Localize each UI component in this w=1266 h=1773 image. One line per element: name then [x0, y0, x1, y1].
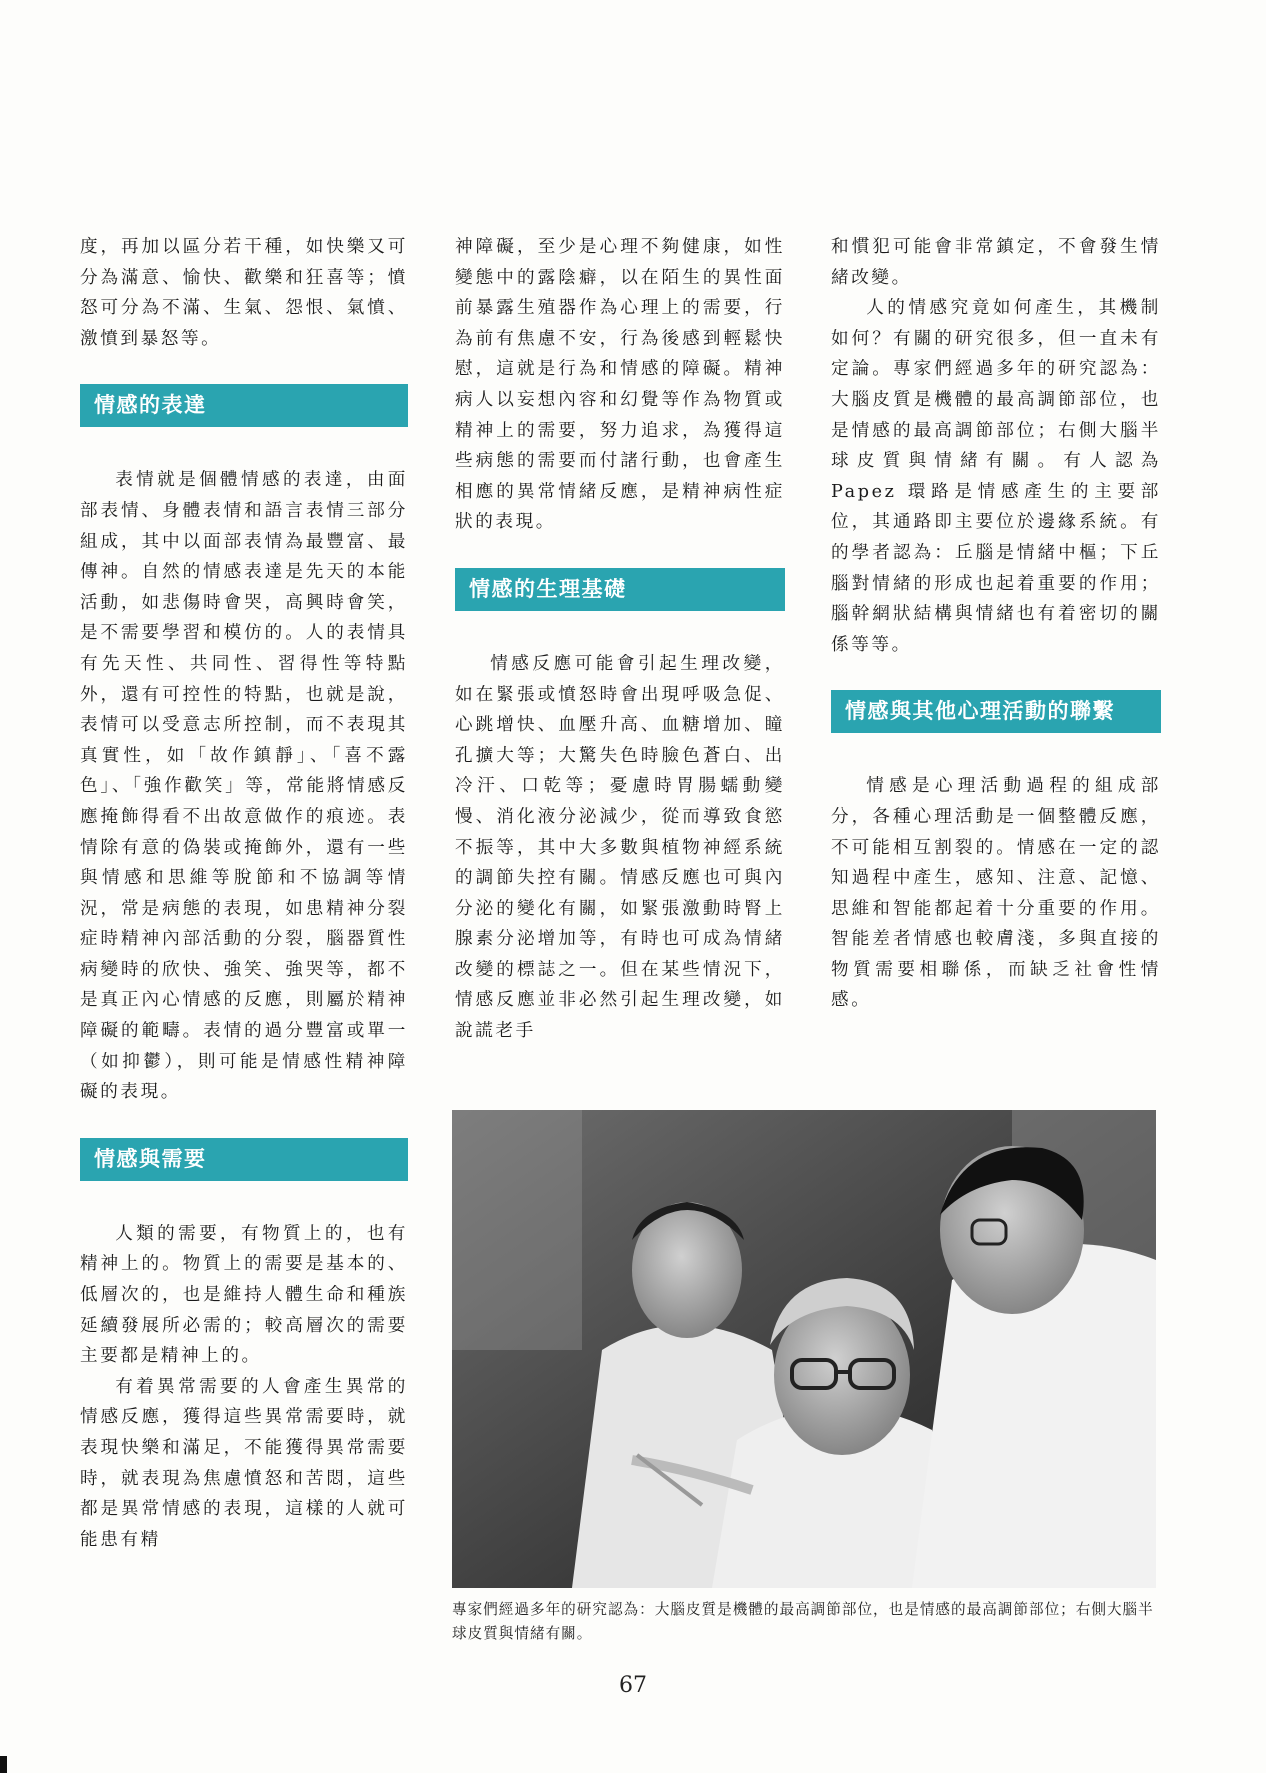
- paragraph: 人類的需要，有物質上的，也有精神上的。物質上的需要是基本的、低層次的，也是維持人體生命和種族延續發展所必需的；較高層次的需要主要都是精神上的。: [80, 1223, 408, 1367]
- doctors-photo-illustration: [452, 1110, 1156, 1588]
- paragraph: 情感反應可能會引起生理改變，如在緊張或憤怒時會出現呼吸急促、心跳增快、血壓升高、血糖增加、瞳孔擴大等；大驚失色時臉色蒼白、出冷汗、口乾等；憂慮時胃腸蠕動變慢、消化液分泌減少，從而導致食慾不振等，其中大多數與植物神經系統的調節失控有關。情感反應也可與內分泌的變化有關，如緊張激動時腎上腺素分泌增加等，有時也可成為情緒改變的標誌之一。但在某些情況下，情感反應並非必然引起生理改變，如說謊老手: [455, 653, 785, 1042]
- section-heading-physiology: 情感的生理基礎: [455, 568, 785, 611]
- photo-caption: 專家們經過多年的研究認為：大腦皮質是機體的最高調節部位，也是情感的最高調節部位；右側大腦半球皮質與情緒有關。: [452, 1601, 1154, 1642]
- text-column-1: [80, 232, 408, 1555]
- text-column-3: [831, 232, 1161, 1016]
- paragraph: 和慣犯可能會非常鎮定，不會發生情緒改變。: [831, 237, 1161, 288]
- section-heading-needs: 情感與需要: [80, 1138, 408, 1181]
- paragraph: 人的情感究竟如何產生，其機制如何？有關的研究很多，但一直未有定論。專家們經過多年的研究認為：大腦皮質是機體的最高調節部位，也是情感的最高調節部位；右側大腦半球皮質與情緒有關。有人認為 Papez 環路是情感產生的主要部位，其通路即主要位於邊緣系統。有的學者認為：丘腦是情緒中樞；下丘腦對情緒的形成也起着重要的作用；腦幹網狀結構與情緒也有着密切的關係等等。: [831, 298, 1161, 655]
- doctors-photo: [452, 1110, 1156, 1588]
- page-number: 67: [619, 1673, 647, 1698]
- section-heading-expression: 情感的表達: [80, 384, 408, 427]
- paragraph: 情感是心理活動過程的組成部分，各種心理活動是一個整體反應，不可能相互割裂的。情感在一定的認知過程中產生，感知、注意、記憶、思維和智能都起着十分重要的作用。智能差者情感也較膚淺，多與直接的物質需要相聯係，而缺乏社會性情感。: [831, 776, 1161, 1011]
- paragraph: 表情就是個體情感的表達，由面部表情、身體表情和語言表情三部分組成，其中以面部表情為最豐富、最傳神。自然的情感表達是先天的本能活動，如悲傷時會哭，高興時會笑，是不需要學習和模仿的。人的表情具有先天性、共同性、習得性等特點外，還有可控性的特點，也就是說，表情可以受意志所控制，而不表現其真實性，如「故作鎮靜」、「喜不露色」、「強作歡笑」等，常能將情感反應掩飾得看不出故意做作的痕迹。表情除有意的偽裝或掩飾外，還有一些與情感和思維等脫節和不協調等情況，常是病態的表現，如患精神分裂症時精神內部活動的分裂，腦器質性病變時的欣快、強笑、強哭等，都不是真正內心情感的反應，則屬於精神障礙的範疇。表情的過分豐富或單一（如抑鬱），則可能是情感性精神障礙的表現。: [80, 470, 408, 1103]
- corner-mark: [0, 1756, 7, 1773]
- paragraph: 有着異常需要的人會產生異常的情感反應，獲得這些異常需要時，就表現快樂和滿足，不能獲得異常需要時，就表現為焦慮憤怒和苦悶，這些都是異常情感的表現，這樣的人就可能患有精: [80, 1376, 408, 1550]
- paragraph: 神障礙，至少是心理不夠健康，如性變態中的露陰癖，以在陌生的異性面前暴露生殖器作為心理上的需要，行為前有焦慮不安，行為後感到輕鬆快慰，這就是行為和情感的障礙。精神病人以妄想內容和幻覺等作為物質或精神上的需要，努力追求，為獲得這些病態的需要而付諸行動，也會產生相應的異常情緒反應，是精神病性症狀的表現。: [455, 237, 785, 533]
- text-column-2: [455, 232, 785, 1047]
- paragraph: 度，再加以區分若干種，如快樂又可分為滿意、愉快、歡樂和狂喜等；憤怒可分為不滿、生氣、怨恨、氣憤、激憤到暴怒等。: [80, 237, 408, 349]
- section-heading-other-activities: 情感與其他心理活動的聯繫: [831, 690, 1161, 733]
